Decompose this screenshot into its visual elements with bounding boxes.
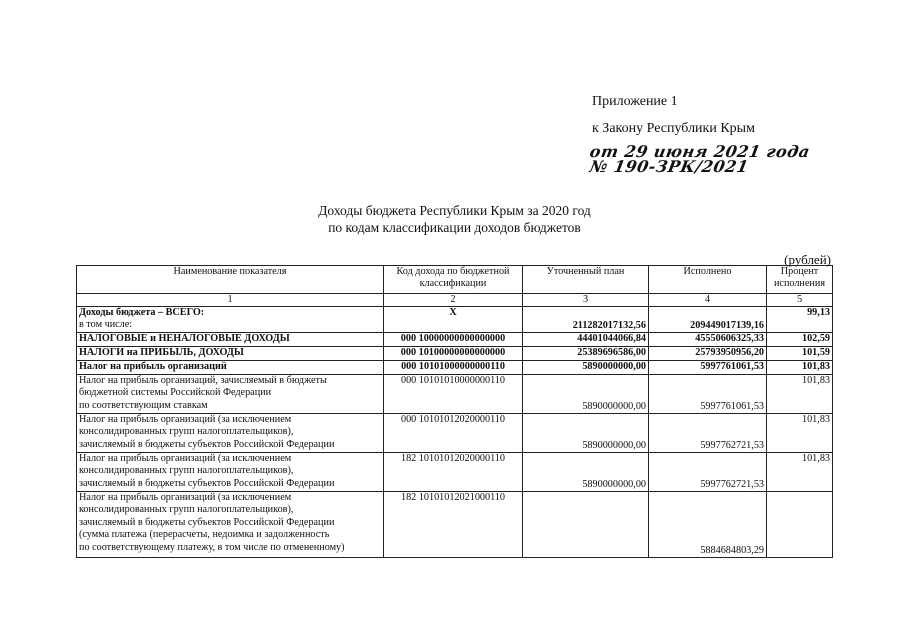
row-plan: 25389696586,00 bbox=[523, 347, 649, 361]
row-code: 182 10101012020000110 bbox=[384, 453, 523, 492]
row-name-line: Налог на прибыль организаций (за исключением bbox=[79, 492, 292, 503]
row-name-line: по соответствующим ставкам bbox=[79, 399, 208, 411]
row-plan: 5890000000,00 bbox=[523, 453, 649, 492]
row-name-line: (сумма платежа (перерасчеты, недоимка и задолженность bbox=[79, 529, 330, 541]
row-done: 209449017139,16 bbox=[649, 307, 767, 333]
row-code: 000 10000000000000000 bbox=[384, 333, 523, 347]
row-done: 5997761061,53 bbox=[649, 375, 767, 414]
row-name-line: зачисляемый в бюджеты субъектов Российской Федерации bbox=[79, 516, 335, 528]
row-code: 182 10101012021000110 bbox=[384, 492, 523, 558]
row-name-line: бюджетной системы Российской Федерации bbox=[79, 387, 272, 399]
row-done: 5997762721,53 bbox=[649, 453, 767, 492]
row-name: Налог на прибыль организаций bbox=[77, 361, 384, 375]
row-name bbox=[77, 375, 384, 414]
row-name: НАЛОГИ на ПРИБЫЛЬ, ДОХОДЫ bbox=[77, 347, 384, 361]
header-code: Код дохода по бюджетной классификации bbox=[384, 266, 523, 294]
row-name-line: Доходы бюджета – ВСЕГО: bbox=[79, 307, 205, 318]
row-name-line: Налог на прибыль организаций (за исключением bbox=[79, 453, 292, 464]
column-number: 1 bbox=[77, 294, 384, 307]
title-line-1: Доходы бюджета Республики Крым за 2020 год bbox=[318, 203, 591, 218]
row-name-line: консолидированных групп налогоплательщиков), bbox=[79, 504, 294, 516]
row-percent: 101,83 bbox=[767, 414, 833, 453]
row-name bbox=[77, 453, 384, 492]
row-percent: 101,83 bbox=[767, 453, 833, 492]
row-name bbox=[77, 492, 384, 558]
row-name-line: по соответствующему платежу, в том числе по отмененному) bbox=[79, 541, 345, 553]
row-percent: 102,59 bbox=[767, 333, 833, 347]
table-row bbox=[77, 347, 833, 361]
row-name-line: зачисляемый в бюджеты субъектов Российской Федерации bbox=[79, 438, 335, 450]
row-plan: 5890000000,00 bbox=[523, 361, 649, 375]
row-code: 000 10101012020000110 bbox=[384, 414, 523, 453]
column-number: 3 bbox=[523, 294, 649, 307]
row-percent: 101,83 bbox=[767, 361, 833, 375]
header-percent: Процент исполнения bbox=[767, 266, 833, 294]
row-name-line: Налог на прибыль организаций, зачисляемый в бюджеты bbox=[79, 375, 327, 386]
row-plan: 5890000000,00 bbox=[523, 414, 649, 453]
table-row-total bbox=[77, 307, 833, 333]
header-plan: Уточненный план bbox=[523, 266, 649, 294]
column-number-row bbox=[77, 294, 833, 307]
row-done: 5884684803,29 bbox=[649, 492, 767, 558]
row-name-line: консолидированных групп налогоплательщиков), bbox=[79, 465, 294, 477]
row-done: 5997762721,53 bbox=[649, 414, 767, 453]
row-code: 000 10100000000000000 bbox=[384, 347, 523, 361]
row-name-line: Налог на прибыль организаций (за исключением bbox=[79, 414, 292, 425]
handwritten-date: от 29 июня 2021 года bbox=[588, 142, 812, 161]
row-percent: 101,59 bbox=[767, 347, 833, 361]
column-number: 4 bbox=[649, 294, 767, 307]
row-name-line: консолидированных групп налогоплательщиков), bbox=[79, 426, 294, 438]
row-code: 000 10101010000000110 bbox=[384, 375, 523, 414]
budget-table bbox=[76, 265, 833, 558]
row-plan bbox=[523, 492, 649, 558]
table-row bbox=[77, 375, 833, 414]
column-number: 2 bbox=[384, 294, 523, 307]
row-plan: 211282017132,56 bbox=[523, 307, 649, 333]
row-name bbox=[77, 414, 384, 453]
table-row bbox=[77, 492, 833, 558]
row-code: X bbox=[384, 307, 523, 333]
unit-label: (рублей) bbox=[784, 252, 831, 267]
table-header-row bbox=[77, 266, 833, 294]
row-percent: 101,83 bbox=[767, 375, 833, 414]
handwritten-law-number: № 190-ЗРК/2021 bbox=[588, 157, 751, 176]
row-percent: 99,13 bbox=[767, 307, 833, 333]
row-name-line: в том числе: bbox=[79, 319, 133, 331]
appendix-number: Приложение 1 bbox=[592, 94, 678, 109]
row-name bbox=[77, 307, 384, 333]
title-line-2: по кодам классификации доходов бюджетов bbox=[328, 220, 581, 235]
document-title bbox=[0, 202, 899, 236]
row-plan: 44401044066,84 bbox=[523, 333, 649, 347]
row-name-line: зачисляемый в бюджеты субъектов Российской Федерации bbox=[79, 477, 335, 489]
table-row bbox=[77, 453, 833, 492]
row-name: НАЛОГОВЫЕ и НЕНАЛОГОВЫЕ ДОХОДЫ bbox=[77, 333, 384, 347]
column-number: 5 bbox=[767, 294, 833, 307]
table-row bbox=[77, 361, 833, 375]
row-percent bbox=[767, 492, 833, 558]
row-plan: 5890000000,00 bbox=[523, 375, 649, 414]
table-row bbox=[77, 333, 833, 347]
header-name: Наименование показателя bbox=[77, 266, 384, 294]
row-done: 5997761061,53 bbox=[649, 361, 767, 375]
appendix-law-reference: к Закону Республики Крым bbox=[592, 121, 755, 136]
table-row bbox=[77, 414, 833, 453]
row-done: 45550606325,33 bbox=[649, 333, 767, 347]
row-code: 000 10101000000000110 bbox=[384, 361, 523, 375]
row-done: 25793950956,20 bbox=[649, 347, 767, 361]
header-done: Исполнено bbox=[649, 266, 767, 294]
